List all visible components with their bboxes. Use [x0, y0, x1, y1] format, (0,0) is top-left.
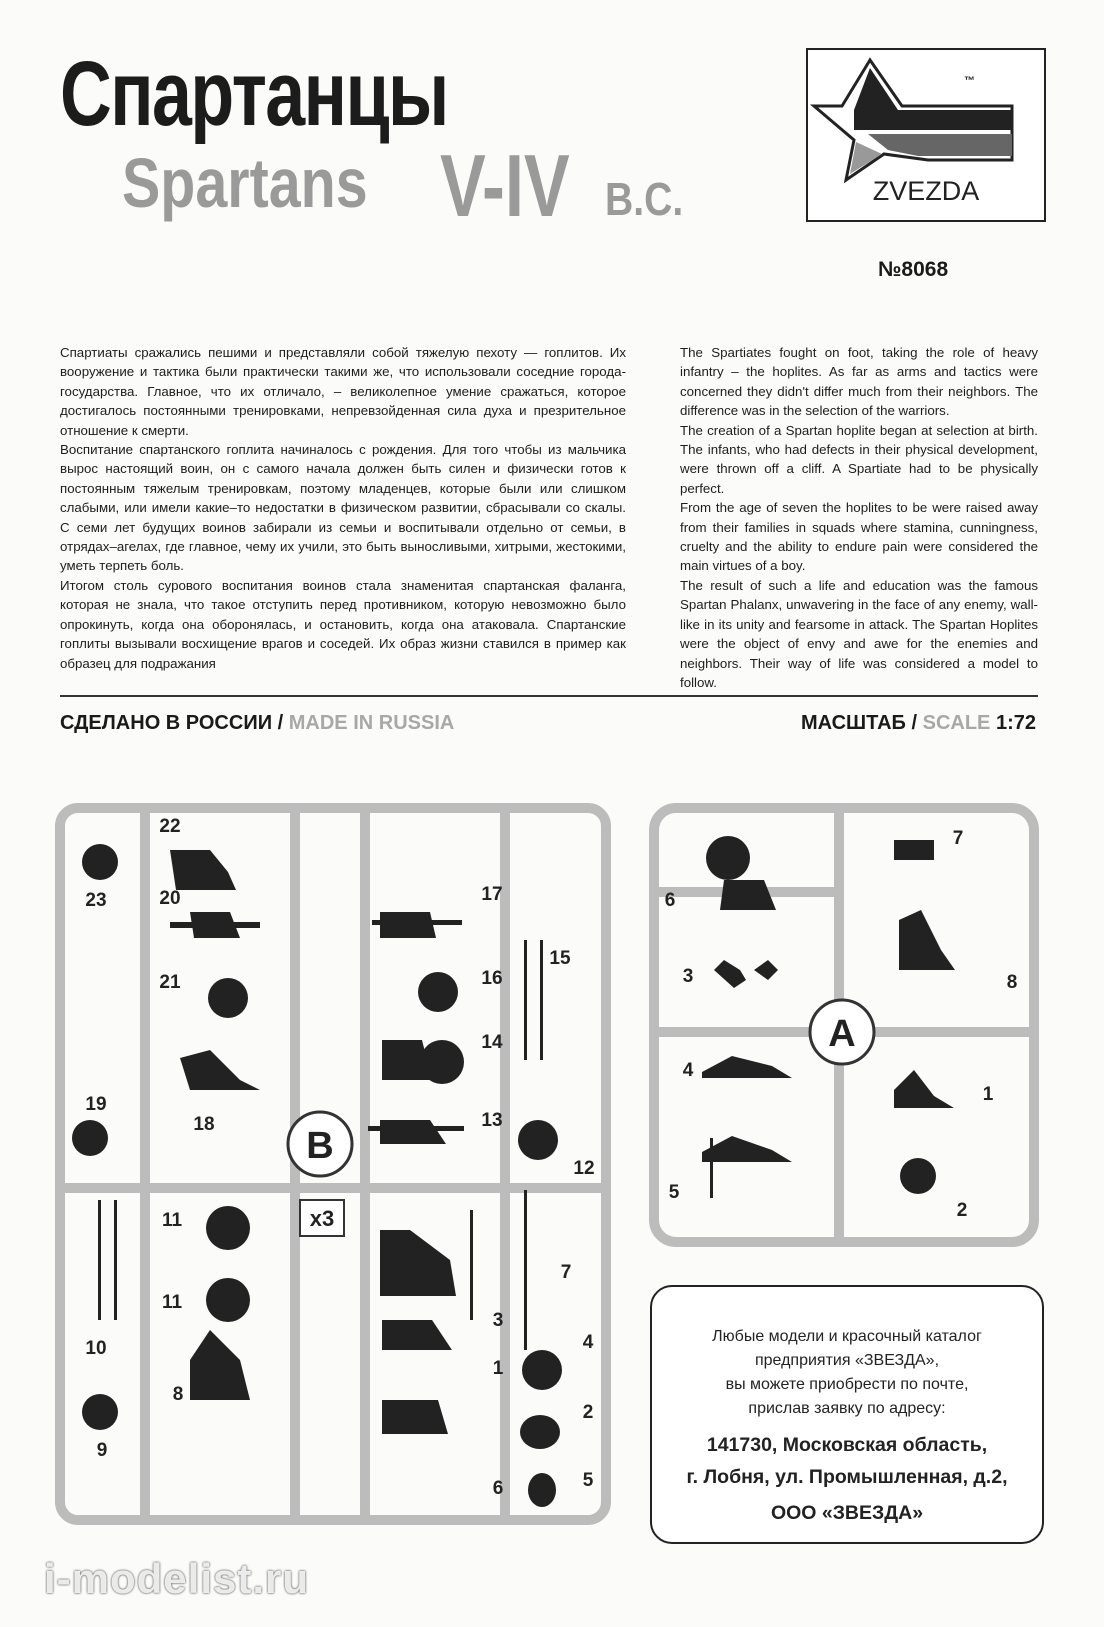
part-number: 1 — [982, 1084, 994, 1105]
part-number: 7 — [560, 1262, 572, 1283]
title-russian: Спартанцы — [60, 43, 448, 145]
paragraph: From the age of seven the hoplites to be were raised away from their families in squads where stamina, cunningness, cruelty and the ability to endure pain were considered the main virtues of a boy. — [680, 500, 1038, 574]
part-number: 20 — [159, 888, 181, 909]
scale-label-en: SCALE — [922, 712, 991, 734]
part-number: 22 — [159, 816, 181, 837]
part-number: 2 — [956, 1200, 968, 1221]
zvezda-logo — [806, 48, 1046, 222]
part-number: 17 — [481, 884, 503, 905]
sprue-b-label: B — [306, 1125, 334, 1167]
paragraph: Итогом столь сурового воспитания воинов стала знаменитая спартанская фаланга, которая не знала, что такое отступить перед противником, которую невозможно было опрокинуть, когда она оборонялась, и остановить, когда она атаковала. Спартанские гоплиты вызывали восхищение врагов и соседей. Их образ жизни ставился в пример как образец для подражания — [60, 577, 626, 671]
scale-label — [801, 712, 1036, 735]
sprue-b-multiplier: x3 — [309, 1206, 335, 1231]
order-info-box — [650, 1285, 1044, 1544]
paragraph: The result of such a life and education was the famous Spartan Phalanx, unwavering in the face of any enemy, wall-like in its unity and fearsome in attack. The Spartan Hoplites were the object of envy and awe for the enemies and neighbors. Their way of life was considered a model to follow. — [680, 577, 1038, 690]
company-name: ООО «ЗВЕЗДА» — [770, 1502, 924, 1524]
brand-name: ZVEZDA — [872, 176, 980, 206]
scale-label-ru: МАСШТАБ / — [801, 712, 918, 734]
description-english — [680, 343, 1038, 692]
part-number: 2 — [582, 1402, 594, 1423]
part-number: 6 — [664, 890, 676, 911]
part-number: 14 — [481, 1032, 503, 1053]
part-number: 4 — [682, 1060, 694, 1081]
part-number: 11 — [161, 1210, 183, 1231]
title-era: B.C. — [605, 173, 684, 225]
part-number: 3 — [682, 966, 694, 987]
part-number: 21 — [159, 972, 181, 993]
part-number: 7 — [952, 828, 964, 849]
part-number: 3 — [492, 1310, 504, 1331]
made-label-ru: СДЕЛАНО В РОССИИ / — [60, 712, 284, 734]
part-number: 1 — [492, 1358, 504, 1379]
made-in-russia — [60, 712, 454, 735]
info-line: вы можете приобрести по почте, — [725, 1376, 969, 1393]
info-line: прислав заявку по адресу: — [748, 1400, 946, 1417]
trademark-sign: ™ — [964, 75, 975, 87]
title-century: V-IV — [440, 136, 570, 235]
part-number: 9 — [96, 1440, 108, 1461]
paragraph: Спартиаты сражались пешими и представляли собой тяжелую пехоту — гоплитов. Их вооружение и тактика были практически такими же, что использовали соседние города-государства. Главное, что их отличало, – великолепное умение сражаться, которое достигалось постоянными тренировками, непревзойденная сила духа и презрительное отношение к смерти. — [60, 345, 626, 438]
part-number: 10 — [85, 1338, 107, 1359]
part-number: 23 — [85, 890, 107, 911]
info-line: предприятия «ЗВЕЗДА», — [754, 1352, 940, 1369]
zvezda-star-icon — [808, 50, 1044, 220]
divider — [60, 695, 1038, 697]
made-label-en: MADE IN RUSSIA — [288, 712, 455, 734]
sprue-a-diagram — [644, 800, 1044, 1250]
scale-value: 1:72 — [995, 712, 1036, 734]
description-russian — [60, 343, 626, 673]
info-line: Любые модели и красочный каталог — [712, 1328, 982, 1345]
part-number: 11 — [161, 1292, 183, 1313]
part-number: 6 — [492, 1478, 504, 1499]
paragraph: The Spartiates fought on foot, taking the role of heavy infantry – the hoplites. As far as arms and tactics were concerned they didn't differ much from their neighbors. The difference was in the selection of the warriors. — [680, 345, 1038, 419]
sprue-b-diagram — [50, 800, 620, 1530]
sprue-a-label: A — [828, 1013, 856, 1055]
address-line: г. Лобня, ул. Промышленная, д.2, — [686, 1466, 1008, 1488]
paragraph: The creation of a Spartan hoplite began at selection at birth. The infants, who had defects in their physical development, were thrown off a cliff. A Spartiate had to be physically perfect. — [680, 422, 1038, 496]
part-number: 15 — [549, 948, 571, 969]
part-number: 5 — [582, 1470, 594, 1491]
part-number: 19 — [85, 1094, 107, 1115]
part-number: 12 — [573, 1158, 595, 1179]
part-number: 8 — [172, 1384, 184, 1405]
watermark: i-modelist.ru — [44, 1555, 310, 1602]
catalog-number: №8068 — [878, 258, 949, 281]
paragraph: Воспитание спартанского гоплита начиналось с рождения. Для того чтобы из мальчика вырос настоящий воин, он с самого начала должен быть силен и физически готов к постоянным тяжелым тренировкам, поэтому младенцев, которые были или слишком слабыми, или имели какие–то недостатки в физическом развитии, сбрасывали со скалы. С семи лет будущих воинов забирали из семьи и воспитывали отдельно от семьи, в отрядах–агелах, где главное, чему их учили, это быть выносливыми, хитрыми, жестокими, уметь терпеть боль. — [60, 442, 626, 574]
part-number: 4 — [582, 1332, 594, 1353]
part-number: 13 — [481, 1110, 503, 1131]
part-number: 18 — [193, 1114, 215, 1135]
part-number: 8 — [1006, 972, 1018, 993]
address-line: 141730, Московская область, — [706, 1434, 988, 1456]
title-english: Spartans — [122, 144, 368, 222]
part-number: 5 — [668, 1182, 680, 1203]
part-number: 16 — [481, 968, 503, 989]
